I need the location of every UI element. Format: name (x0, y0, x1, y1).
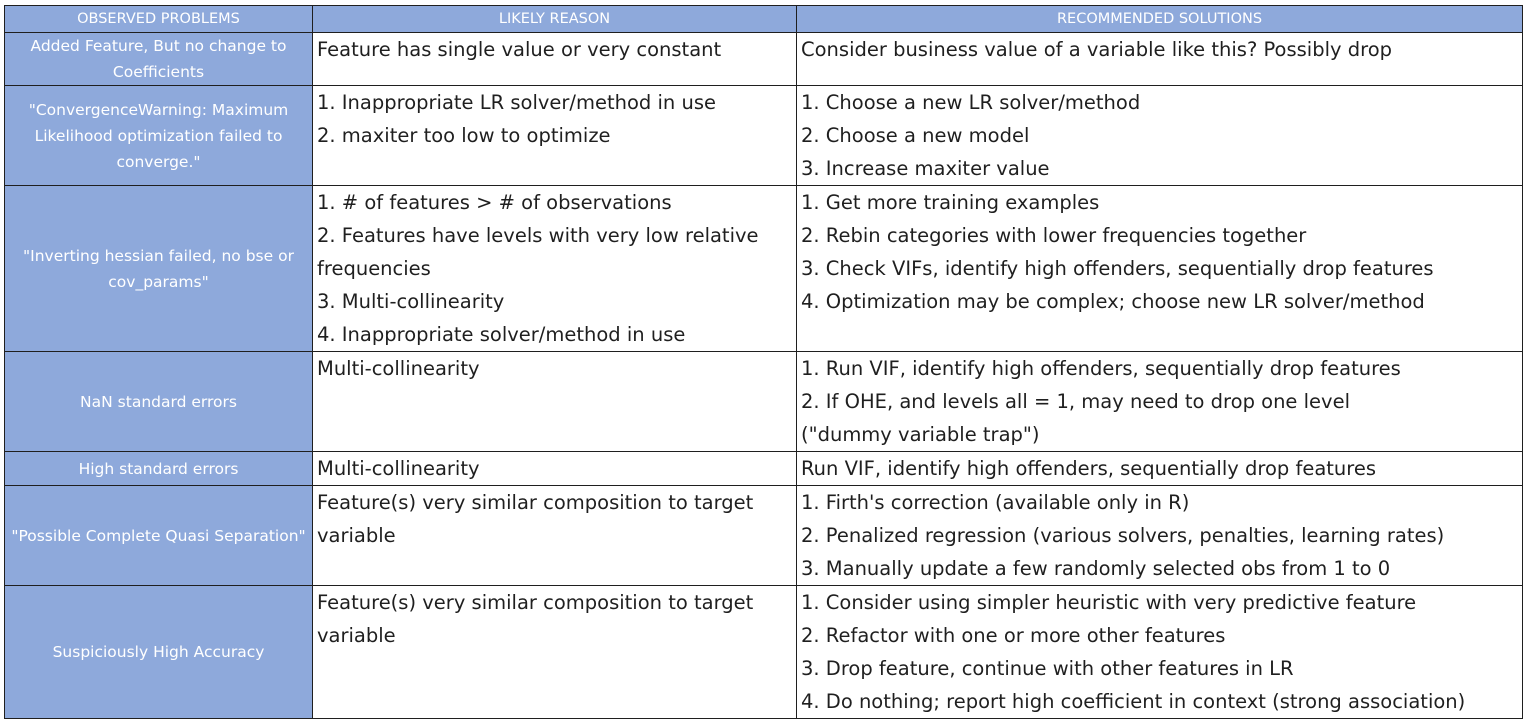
solution-line: 4. Do nothing; report high coefficient in context (strong association) (801, 690, 1466, 713)
reason-cell (313, 452, 797, 486)
solution-line: 1. Consider using simpler heuristic with very predictive feature (801, 591, 1417, 614)
solution-line: 1. Firth's correction (available only in R) (801, 491, 1190, 514)
reason-cell (313, 486, 797, 586)
table-row (5, 86, 1523, 186)
solution-line: 2. If OHE, and levels all = 1, may need to drop one level ("dummy variable trap") (801, 390, 1350, 446)
solution-cell (797, 352, 1523, 452)
problem-cell: "Inverting hessian failed, no bse or cov_params" (5, 186, 313, 352)
solution-line: 3. Manually update a few randomly selected obs from 1 to 0 (801, 557, 1391, 580)
header-recommended-solutions: RECOMMENDED SOLUTIONS (797, 6, 1523, 33)
reason-line: Feature has single value or very constant (317, 38, 722, 61)
reason-cell (313, 33, 797, 86)
table-row (5, 33, 1523, 86)
solution-line: 2. Choose a new model (801, 124, 1030, 147)
solution-line: 1. Choose a new LR solver/method (801, 91, 1141, 114)
reason-cell (313, 586, 797, 719)
solution-cell (797, 452, 1523, 486)
reason-line: Multi-collinearity (317, 457, 480, 480)
problem-cell: Suspiciously High Accuracy (5, 586, 313, 719)
reason-line: Feature(s) very similar composition to target variable (317, 491, 754, 547)
solution-line: 2. Rebin categories with lower frequencies together (801, 224, 1307, 247)
header-row (5, 6, 1523, 33)
table-row (5, 452, 1523, 486)
header-observed-problems: OBSERVED PROBLEMS (5, 6, 313, 33)
solution-line: 1. Run VIF, identify high offenders, sequentially drop features (801, 357, 1401, 380)
solution-cell (797, 186, 1523, 352)
reason-cell (313, 186, 797, 352)
solution-line: 3. Increase maxiter value (801, 157, 1050, 180)
solution-line: 2. Penalized regression (various solvers, penalties, learning rates) (801, 524, 1445, 547)
solution-line: 1. Get more training examples (801, 191, 1100, 214)
reason-line: 3. Multi-collinearity (317, 290, 505, 313)
problem-cell: Added Feature, But no change to Coefficients (5, 33, 313, 86)
reason-line: 2. maxiter too low to optimize (317, 124, 611, 147)
solution-line: 3. Check VIFs, identify high offenders, sequentially drop features (801, 257, 1434, 280)
solution-cell (797, 486, 1523, 586)
header-likely-reason: LIKELY REASON (313, 6, 797, 33)
solution-line: Consider business value of a variable like this? Possibly drop (801, 38, 1393, 61)
solution-line: 4. Optimization may be complex; choose new LR solver/method (801, 290, 1425, 313)
solution-cell (797, 33, 1523, 86)
reason-cell (313, 352, 797, 452)
table-row (5, 486, 1523, 586)
problem-cell: High standard errors (5, 452, 313, 486)
problem-cell: "Possible Complete Quasi Separation" (5, 486, 313, 586)
problem-cell: "ConvergenceWarning: Maximum Likelihood optimization failed to converge." (5, 86, 313, 186)
reason-line: Feature(s) very similar composition to target variable (317, 591, 754, 647)
solution-cell (797, 586, 1523, 719)
problems-table (4, 5, 1523, 719)
reason-line: 2. Features have levels with very low relative frequencies (317, 224, 759, 280)
solution-line: 2. Refactor with one or more other features (801, 624, 1226, 647)
reason-line: Multi-collinearity (317, 357, 480, 380)
table-row (5, 186, 1523, 352)
solution-cell (797, 86, 1523, 186)
problem-cell: NaN standard errors (5, 352, 313, 452)
solution-line: Run VIF, identify high offenders, sequentially drop features (801, 457, 1377, 480)
reason-cell (313, 86, 797, 186)
reason-line: 1. Inappropriate LR solver/method in use (317, 91, 716, 114)
reason-line: 1. # of features > # of observations (317, 191, 672, 214)
solution-line: 3. Drop feature, continue with other features in LR (801, 657, 1294, 680)
reason-line: 4. Inappropriate solver/method in use (317, 323, 686, 346)
table-row (5, 586, 1523, 719)
table-row (5, 352, 1523, 452)
